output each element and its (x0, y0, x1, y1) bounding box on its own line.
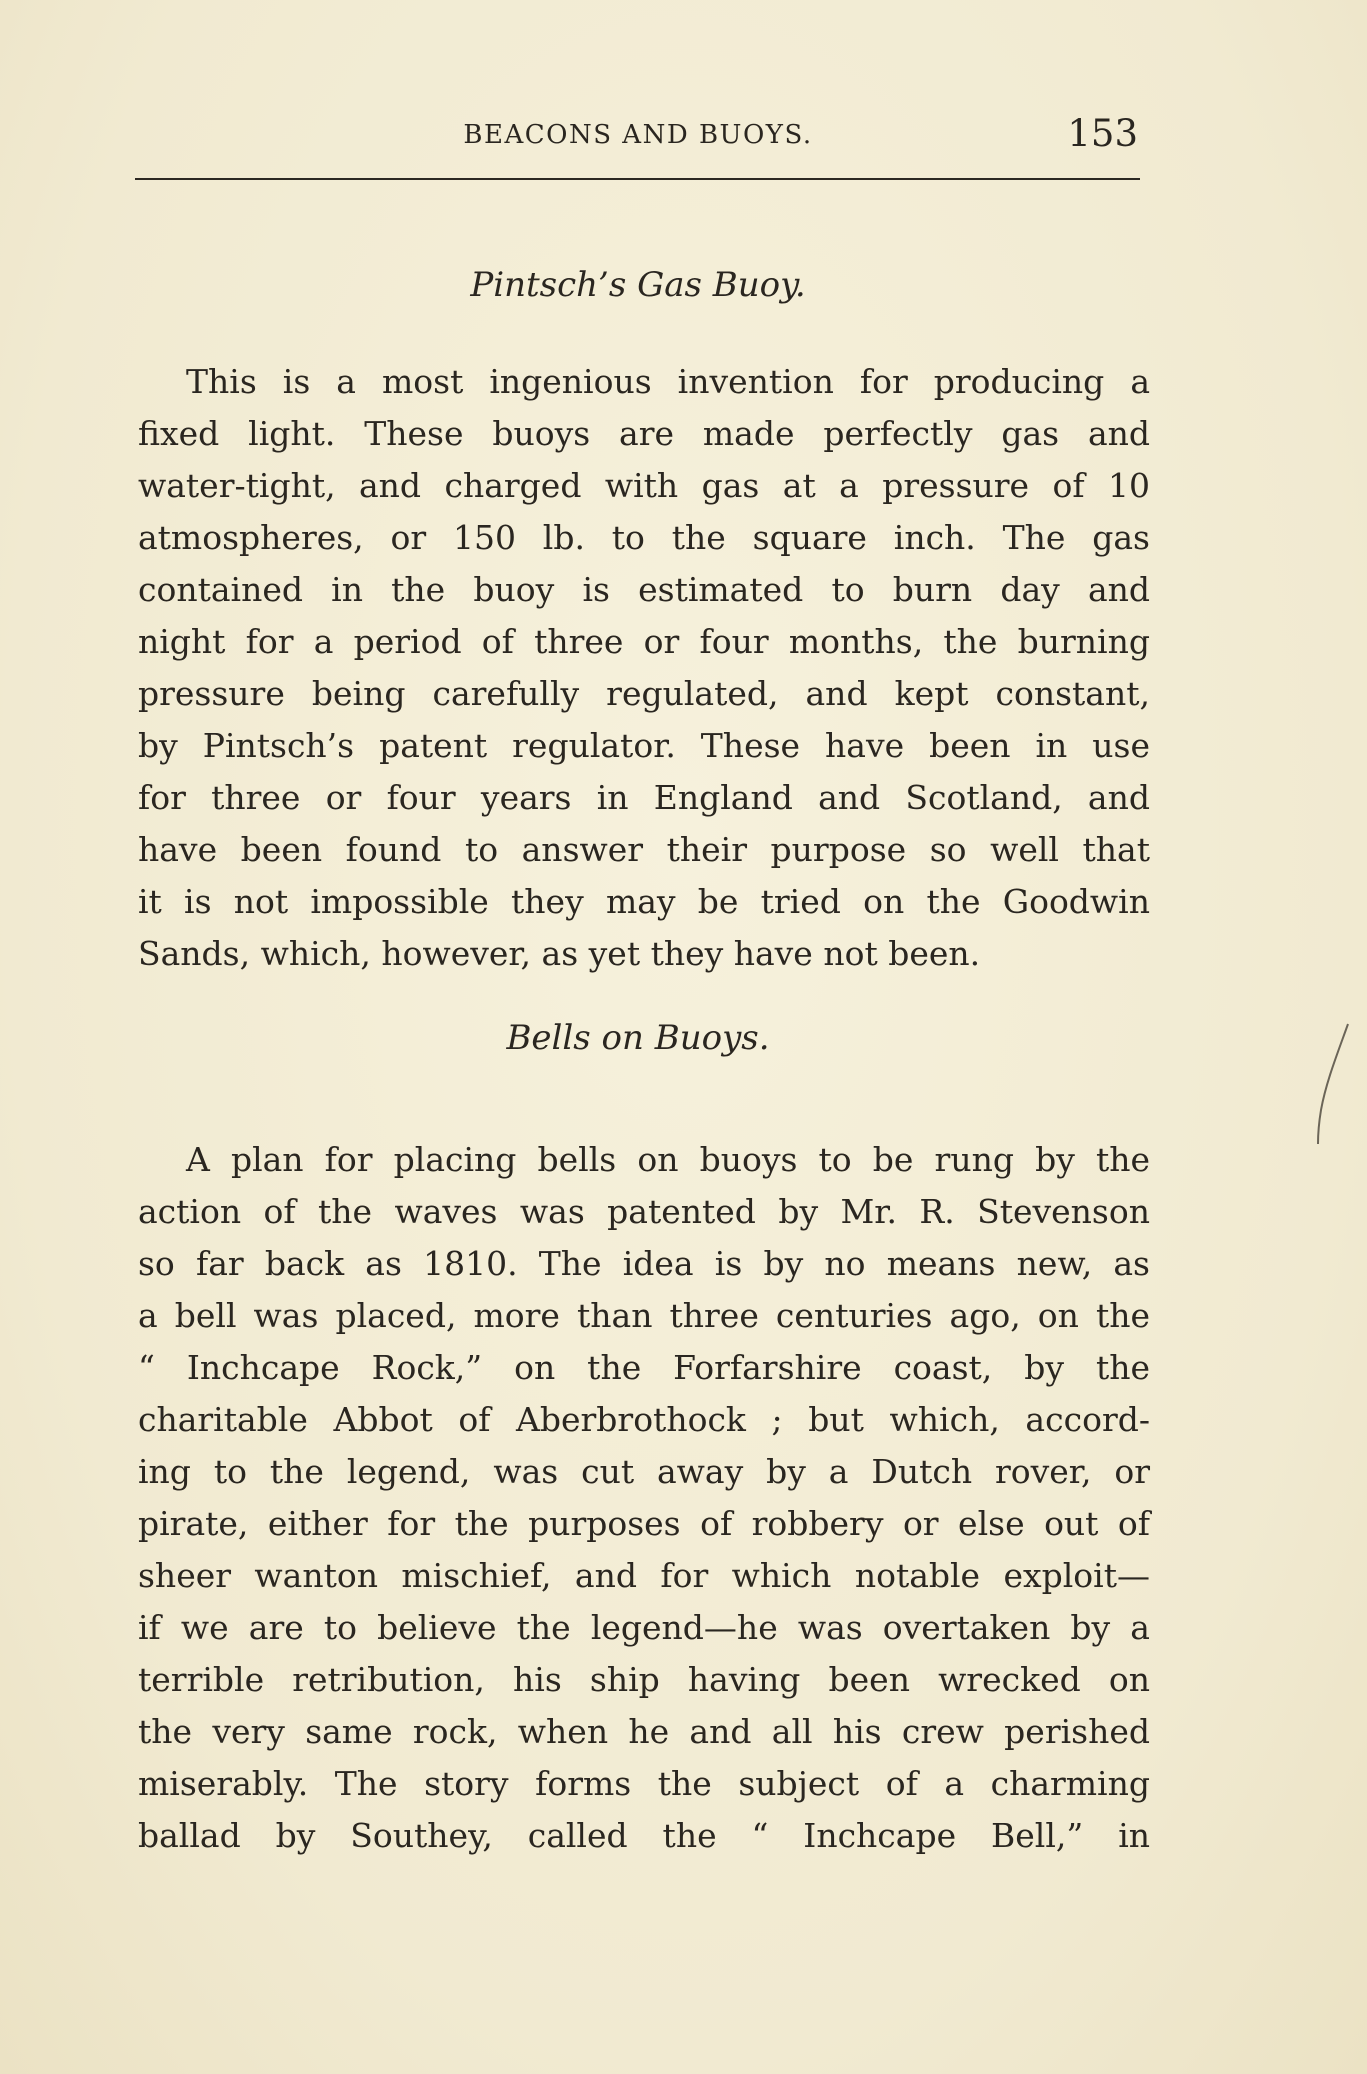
section-title-bells-on-buoys: Bells on Buoys. (506, 1018, 770, 1058)
paragraph-bells-on-buoys (138, 1134, 1150, 1862)
text-line: sheer wanton mischief, and for which notable exploit— (138, 1556, 1150, 1595)
text-line: terrible retribution, his ship having been wrecked on (138, 1660, 1150, 1699)
text-line: so far back as 1810. The idea is by no means new, as (138, 1244, 1150, 1283)
running-title: BEACONS AND BUOYS. (463, 120, 813, 150)
text-line: ballad by Southey, called the “ Inchcape Bell,” in (138, 1816, 1150, 1855)
text-line: fixed light. These buoys are made perfectly gas and (138, 414, 1150, 453)
text-line: miserably. The story forms the subject of a charming (138, 1764, 1150, 1803)
section-title-gas-buoy: Pintsch’s Gas Buoy. (470, 265, 806, 305)
text-line: Sands, which, however, as yet they have not been. (138, 934, 981, 973)
header-rule (135, 178, 1140, 180)
paragraph-gas-buoy (138, 356, 1150, 980)
text-line: charitable Abbot of Aberbrothock ; but which, accord- (138, 1400, 1150, 1439)
text-line: night for a period of three or four months, the burning (138, 622, 1150, 661)
text-line: ing to the legend, was cut away by a Dutch rover, or (138, 1452, 1150, 1491)
text-line: contained in the buoy is estimated to burn day and (138, 570, 1150, 609)
text-line: it is not impossible they may be tried on the Goodwin (138, 882, 1150, 921)
text-line: have been found to answer their purpose so well that (138, 830, 1150, 869)
text-line: This is a most ingenious invention for producing a (186, 362, 1150, 401)
text-line: A plan for placing bells on buoys to be rung by the (186, 1140, 1150, 1179)
page-number: 153 (1067, 112, 1138, 155)
text-line: the very same rock, when he and all his crew perished (138, 1712, 1150, 1751)
text-line: for three or four years in England and Scotland, and (138, 778, 1150, 817)
text-line: pirate, either for the purposes of robbery or else out of (138, 1504, 1150, 1543)
margin-pencil-mark (1312, 1022, 1352, 1147)
running-head (138, 112, 1138, 162)
text-line: “ Inchcape Rock,” on the Forfarshire coast, by the (138, 1348, 1150, 1387)
text-line: a bell was placed, more than three centuries ago, on the (138, 1296, 1150, 1335)
text-line: atmospheres, or 150 lb. to the square inch. The gas (138, 518, 1150, 557)
text-line: action of the waves was patented by Mr. R. Stevenson (138, 1192, 1150, 1231)
text-line: if we are to believe the legend—he was overtaken by a (138, 1608, 1150, 1647)
text-line: pressure being carefully regulated, and kept constant, (138, 674, 1150, 713)
text-line: by Pintsch’s patent regulator. These have been in use (138, 726, 1150, 765)
text-line: water-tight, and charged with gas at a pressure of 10 (138, 466, 1150, 505)
